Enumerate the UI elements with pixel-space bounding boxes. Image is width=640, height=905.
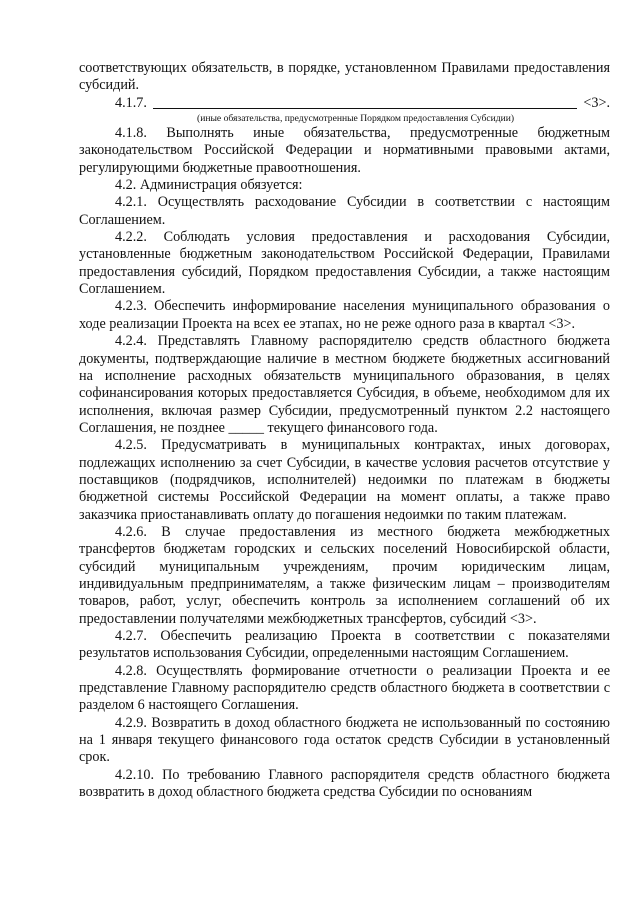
blank-fill-line (153, 107, 577, 109)
paragraph-4-2-1: 4.2.1. Осуществлять расходование Субсидии в соответствии с настоящим Соглашением. (79, 194, 610, 228)
paragraph-4-1-7 (79, 95, 610, 112)
paragraph-4-2-9: 4.2.9. Возвратить в доход областного бюджета не использованный по состоянию на 1 января текущего финансового года остаток средств Субсидии в установленный срок. (79, 714, 610, 766)
paragraph-4-2-2: 4.2.2. Соблюдать условия предоставления и расходования Субсидии, установленные бюджетным законодательством Российской Федерации, Правилами предоставления субсидий, Порядком предоставления Субсидии, а также настоящим Соглашением. (79, 229, 610, 298)
paragraph-4-2-3: 4.2.3. Обеспечить информирование населения муниципального образования о ходе реализации Проекта на всех ее этапах, но не реже одного раза в квартал <3>. (79, 298, 610, 332)
paragraph-4-2-6: 4.2.6. В случае предоставления из местного бюджета межбюджетных трансфертов бюджетам городских и сельских поселений Новосибирской области, субсидий муниципальным учреждениям, прочим юридическим лицам, индивидуальным предпринимателям, а также физическим лицам – производителям товаров, работ, услуг, обеспечить контроль за исполнением соглашений об их предоставлении получателями межбюджетных трансфертов, субсидий <3>. (79, 523, 610, 627)
paragraph-4-2-5: 4.2.5. Предусматривать в муниципальных контрактах, иных договорах, подлежащих исполнению за счет Субсидии, в качестве условия расчетов отсутствие у поставщиков (подрядчиков, исполнителей) недоимки по платежам в бюджеты бюджетной системы Российской Федерации на момент оплаты, а также право заказчика приостанавливать оплату до погашения недоимки по таким платежам. (79, 437, 610, 523)
paragraph-4-1-8: 4.1.8. Выполнять иные обязательства, предусмотренные бюджетным законодательством Российской Федерации и нормативными правовыми актами, регулирующими бюджетные правоотношения. (79, 125, 610, 176)
blank-line-caption: (иные обязательства, предусмотренные Порядком предоставления Субсидии) (197, 113, 515, 125)
paragraph-4-2-7: 4.2.7. Обеспечить реализацию Проекта в соответствии с показателями результатов использования Субсидии, определенными настоящим Соглашением. (79, 628, 610, 662)
paragraph-obligations-continuation: соответствующих обязательств, в порядке, установленном Правилами предоставления субсидий. (79, 60, 610, 94)
paragraph-4-2-4: 4.2.4. Представлять Главному распорядителю средств областного бюджета документы, подтверждающие наличие в местном бюджете бюджетных ассигнований на исполнение расходных обязательств муниципального образования, в целях софинансирования которых предоставляется Субсидия, в объеме, необходимом для их исполнения, включая размер Субсидии, предусмотренный пунктом 2.2 настоящего Соглашения, не позднее _____ текущего финансового года. (79, 333, 610, 436)
footnote-ref-3: <3>. (583, 94, 610, 111)
paragraph-4-2-8: 4.2.8. Осуществлять формирование отчетности о реализации Проекта и ее представление Главному распорядителю средств областного бюджета в соответствии с разделом 6 настоящего Соглашения. (79, 662, 610, 714)
paragraph-4-2-10: 4.2.10. По требованию Главного распорядителя средств областного бюджета возвратить в доход областного бюджета средства Субсидии по основаниям (79, 766, 610, 801)
document-body (79, 60, 610, 801)
paragraph-4-2: 4.2. Администрация обязуется: (115, 177, 303, 194)
clause-number-4-1-7: 4.1.7. (115, 94, 147, 111)
